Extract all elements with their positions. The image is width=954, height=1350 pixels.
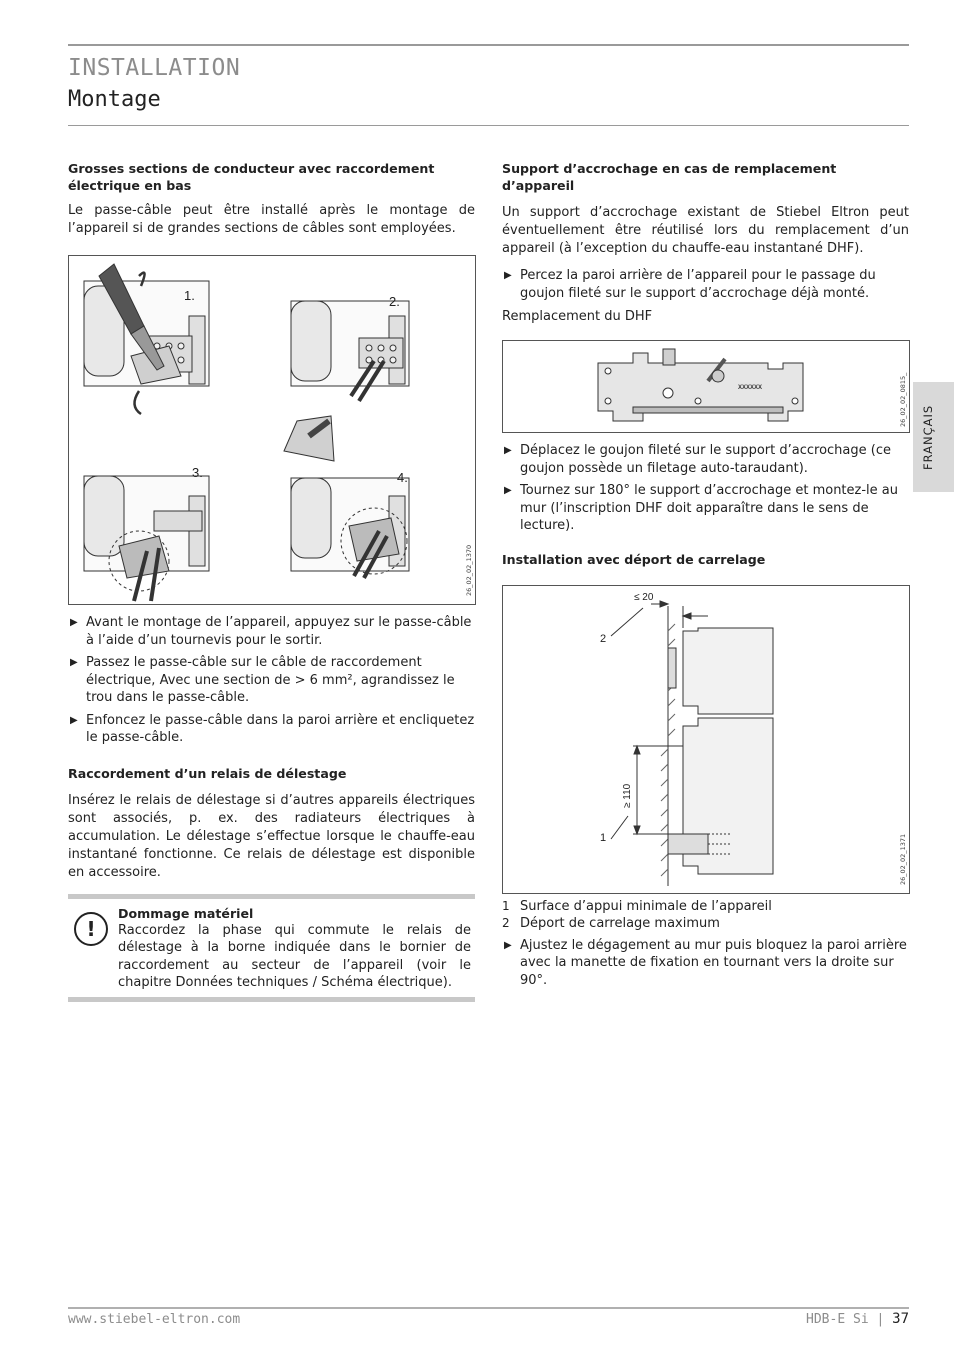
footer-page-info <box>806 1311 909 1327</box>
step-label-4: 4. <box>397 470 408 485</box>
tile-offset-steps <box>502 937 909 990</box>
left-column <box>68 160 475 1002</box>
dimension-top: ≤ 20 <box>634 591 654 603</box>
step-item: ▶ Passez le passe-câble sur le câble de raccordement électrique, Avec une section de > 6 mm², agrandissez le trou dans le passe-câble. <box>68 654 475 707</box>
figure-tile-offset <box>502 585 910 894</box>
figure-code: 26_02_02_1370 <box>465 544 473 596</box>
footer-model: HDB-E Si <box>806 1312 869 1327</box>
dimension-side: ≥ 110 <box>622 783 633 808</box>
bracket-steps <box>502 267 909 302</box>
bracket-steps-2 <box>502 442 909 535</box>
callout-1: 1 <box>600 831 607 844</box>
heading-load-shedding: Raccordement d’un relais de délestage <box>68 765 347 781</box>
step-item: ▶ Tournez sur 180° le support d’accrochage et montez-le au mur (l’inscription DHF doit apparaître dans le sens de lecture). <box>502 482 909 535</box>
warning-title: Dommage matériel <box>118 905 254 921</box>
cable-gland-illustration <box>69 256 475 604</box>
page-number: 37 <box>892 1311 909 1327</box>
text-mounting-bracket: Un support d’accrochage existant de Stiebel Eltron peut éventuellement être réutilisé lors du remplacement d’un appareil (à l’exception du chauffe-eau instantané DHF). <box>502 205 909 256</box>
caption-dhf: Remplacement du DHF <box>502 309 653 324</box>
step-label-1: 1. <box>184 288 195 303</box>
header-rule-bottom <box>68 125 909 126</box>
legend-item: 2 Déport de carrelage maximum <box>502 916 720 931</box>
legend-item: 1 Surface d’appui minimale de l’appareil <box>502 898 772 914</box>
heading-large-conductors: Grosses sections de conducteur avec raccordement électrique en bas <box>68 161 435 193</box>
text-large-conductors: Le passe-câble peut être installé après le montage de l’appareil si de grandes sections de câbles sont employées. <box>68 203 475 236</box>
figure-cable-gland <box>68 255 476 605</box>
step-item: ▶ Déplacez le goujon fileté sur le support d’accrochage (ce goujon possède un filetage auto-taraudant). <box>502 442 909 477</box>
footer-separator: | <box>876 1312 885 1327</box>
step-item: ▶ Percez la paroi arrière de l’appareil pour le passage du goujon fileté sur le support d’accrochage déjà monté. <box>502 267 909 302</box>
footer-rule <box>68 1307 909 1309</box>
figure-legend <box>502 898 909 933</box>
warning-text: Raccordez la phase qui commute le relais de délestage à la borne indiquée dans le bornier de raccordement au secteur de l’appareil (voir le chapitre Données techniques / Schéma électrique). <box>118 922 471 990</box>
section-title: INSTALLATION <box>68 55 241 81</box>
heading-mounting-bracket: Support d’accrochage en cas de remplacement d’appareil <box>502 161 837 193</box>
figure-bracket <box>502 340 910 433</box>
language-tab <box>913 382 954 492</box>
cable-gland-steps <box>68 614 475 747</box>
step-label-2: 2. <box>389 294 400 309</box>
right-column <box>502 160 909 999</box>
step-item: ▶ Avant le montage de l’appareil, appuyez sur le passe-câble à l’aide d’un tournevis pour le sortir. <box>68 614 475 649</box>
footer-website-link[interactable]: www.stiebel-eltron.com <box>68 1312 241 1327</box>
callout-2: 2 <box>600 632 607 645</box>
heading-tile-offset: Installation avec déport de carrelage <box>502 551 766 567</box>
text-load-shedding: Insérez le relais de délestage si d’autres appareils électriques sont associés, p. ex. des radiateurs électriques à accumulation. Le délestage s’effectue lorsque le chauffe-eau instantané fonctionne. Ce relais de délestage est disponible en accessoire. <box>68 792 475 880</box>
step-item: ▶ Enfoncez le passe-câble dans la paroi arrière et encliquetez le passe-câble. <box>68 712 475 747</box>
header-rule-top <box>68 44 909 46</box>
step-label-3: 3. <box>192 465 203 480</box>
warning-box <box>68 894 475 1002</box>
warning-icon: ! <box>74 912 108 946</box>
tile-offset-illustration <box>503 586 909 893</box>
figure-code: 26_02_02_1371 <box>899 833 907 885</box>
language-tab-label: FRANÇAIS <box>921 404 935 470</box>
bracket-plate-text: XXXXXX <box>738 385 763 391</box>
step-item: ▶ Ajustez le dégagement au mur puis bloquez la paroi arrière avec la manette de fixation en tournant vers la droite sur 90°. <box>502 937 909 990</box>
bracket-illustration <box>503 341 909 432</box>
figure-code: 26_02_02_0815_ <box>899 372 907 427</box>
page-title: Montage <box>68 87 161 112</box>
